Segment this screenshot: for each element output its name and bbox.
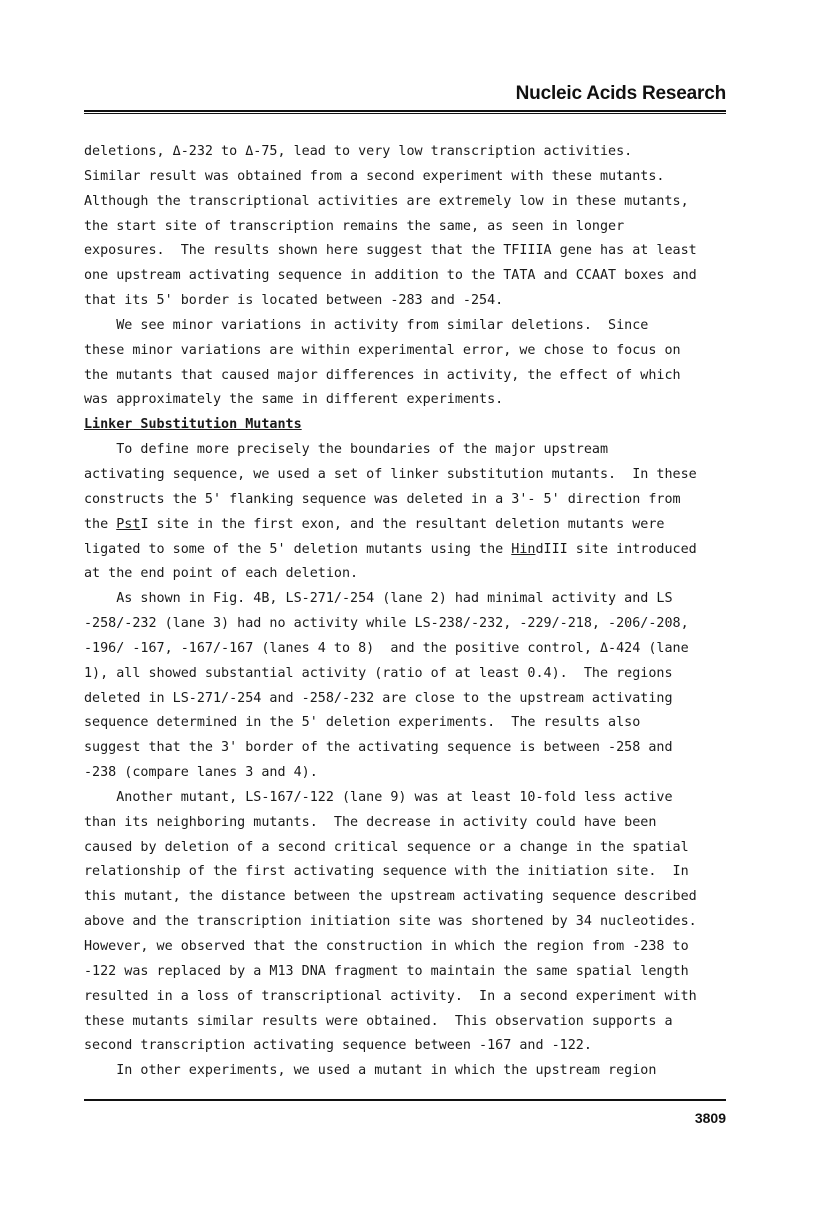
text-line xyxy=(84,910,734,935)
text-line xyxy=(84,463,734,488)
line-text: the start site of transcription remains the same, as seen in longer xyxy=(84,218,625,234)
line-text: suggest that the 3' border of the activating sequence is between -258 and xyxy=(84,740,673,756)
line-text: relationship of the first activating sequence with the initiation site. In xyxy=(84,864,689,880)
text-line xyxy=(84,190,734,215)
text-line xyxy=(84,960,734,985)
text-line xyxy=(84,711,734,736)
line-text: To define more precisely the boundaries of the major upstream xyxy=(84,442,609,458)
text-segment: I site in the first exon, and the resultant deletion mutants were xyxy=(140,516,665,532)
text-line xyxy=(84,513,734,538)
text-line xyxy=(84,165,734,190)
line-text: at the end point of each deletion. xyxy=(84,566,359,582)
text-line xyxy=(84,438,734,463)
line-text: Similar result was obtained from a second experiment with these mutants. xyxy=(84,168,665,184)
text-line xyxy=(84,314,734,339)
text-line xyxy=(84,612,734,637)
line-text: deletions, Δ-232 to Δ-75, lead to very low transcription activities. xyxy=(84,144,633,159)
text-line xyxy=(84,239,734,264)
page-number: 3809 xyxy=(694,1110,726,1126)
text-line xyxy=(84,836,734,861)
text-line xyxy=(84,339,734,364)
text-line xyxy=(84,388,734,413)
text-line xyxy=(84,662,734,687)
journal-title: Nucleic Acids Research xyxy=(515,83,726,104)
line-text: -238 (compare lanes 3 and 4). xyxy=(84,765,318,781)
text-line xyxy=(84,637,734,662)
text-line xyxy=(84,1034,734,1059)
text-segment: the xyxy=(84,516,117,532)
text-line xyxy=(84,587,734,612)
text-line xyxy=(84,811,734,836)
line-text: these mutants similar results were obtained. This observation supports a xyxy=(84,1013,673,1029)
line-text: was approximately the same in different experiments. xyxy=(84,392,504,408)
text-line xyxy=(84,786,734,811)
header-rule xyxy=(84,110,726,112)
line-text: -196/ -167, -167/-167 (lanes 4 to 8) and the positive control, Δ-424 (lane xyxy=(84,640,689,656)
heading-text: Linker Substitution Mutants xyxy=(84,417,302,433)
text-line xyxy=(84,1010,734,1035)
line-text: deleted in LS-271/-254 and -258/-232 are close to the upstream activating xyxy=(84,690,673,706)
line-text: this mutant, the distance between the upstream activating sequence described xyxy=(84,889,697,905)
text-line xyxy=(84,264,734,289)
text-line xyxy=(84,935,734,960)
line-text: caused by deletion of a second critical sequence or a change in the spatial xyxy=(84,839,689,855)
line-text: one upstream activating sequence in addition to the TATA and CCAAT boxes and xyxy=(84,268,697,284)
line-text: resulted in a loss of transcriptional activity. In a second experiment with xyxy=(84,988,697,1004)
line-text: Another mutant, LS-167/-122 (lane 9) was at least 10-fold less active xyxy=(84,789,673,805)
line-text: above and the transcription initiation site was shortened by 34 nucleotides. xyxy=(84,914,697,930)
text-segment: ligated to some of the 5' deletion mutants using the xyxy=(84,541,512,557)
text-line xyxy=(84,289,734,314)
text-line xyxy=(84,885,734,910)
line-text: 1), all showed substantial activity (ratio of at least 0.4). The regions xyxy=(84,665,673,681)
line-text: exposures. The results shown here suggest that the TFIIIA gene has at least xyxy=(84,243,697,259)
line-text: We see minor variations in activity from similar deletions. Since xyxy=(84,317,649,333)
text-line xyxy=(84,215,734,240)
text-segment: dIII site introduced xyxy=(535,541,697,557)
text-line xyxy=(84,538,734,563)
text-line xyxy=(84,736,734,761)
line-text: Although the transcriptional activities are extremely low in these mutants, xyxy=(84,193,689,209)
line-text: -122 was replaced by a M13 DNA fragment to maintain the same spatial length xyxy=(84,963,689,979)
line-text: In other experiments, we used a mutant in which the upstream region xyxy=(84,1063,657,1079)
text-line xyxy=(84,364,734,389)
line-text: activating sequence, we used a set of linker substitution mutants. In these xyxy=(84,466,697,482)
text-line xyxy=(84,860,734,885)
enzyme-name: Pst xyxy=(116,516,141,532)
line-text: than its neighboring mutants. The decrease in activity could have been xyxy=(84,814,657,830)
line-text: these minor variations are within experimental error, we chose to focus on xyxy=(84,342,681,358)
text-line xyxy=(84,985,734,1010)
line-text: -258/-232 (lane 3) had no activity while LS-238/-232, -229/-218, -206/-208, xyxy=(84,616,689,632)
text-line xyxy=(84,687,734,712)
footer-rule xyxy=(84,1099,726,1101)
text-line xyxy=(84,562,734,587)
text-line xyxy=(84,488,734,513)
text-line xyxy=(84,761,734,786)
line-text: However, we observed that the construction in which the region from -238 to xyxy=(84,939,689,954)
text-line xyxy=(84,140,734,165)
enzyme-name: Hin xyxy=(511,541,536,557)
line-text: the mutants that caused major differences in activity, the effect of which xyxy=(84,367,681,383)
line-text: As shown in Fig. 4B, LS-271/-254 (lane 2) had minimal activity and LS xyxy=(84,591,673,607)
header-rule-thin xyxy=(84,113,726,114)
line-text: constructs the 5' flanking sequence was deleted in a 3'- 5' direction from xyxy=(84,491,681,507)
line-text: sequence determined in the 5' deletion experiments. The results also xyxy=(84,715,641,731)
body-text xyxy=(84,140,734,1084)
section-heading xyxy=(84,413,734,438)
text-line xyxy=(84,1059,734,1084)
line-text: second transcription activating sequence between -167 and -122. xyxy=(84,1038,592,1054)
line-text: that its 5' border is located between -283 and -254. xyxy=(84,293,504,309)
